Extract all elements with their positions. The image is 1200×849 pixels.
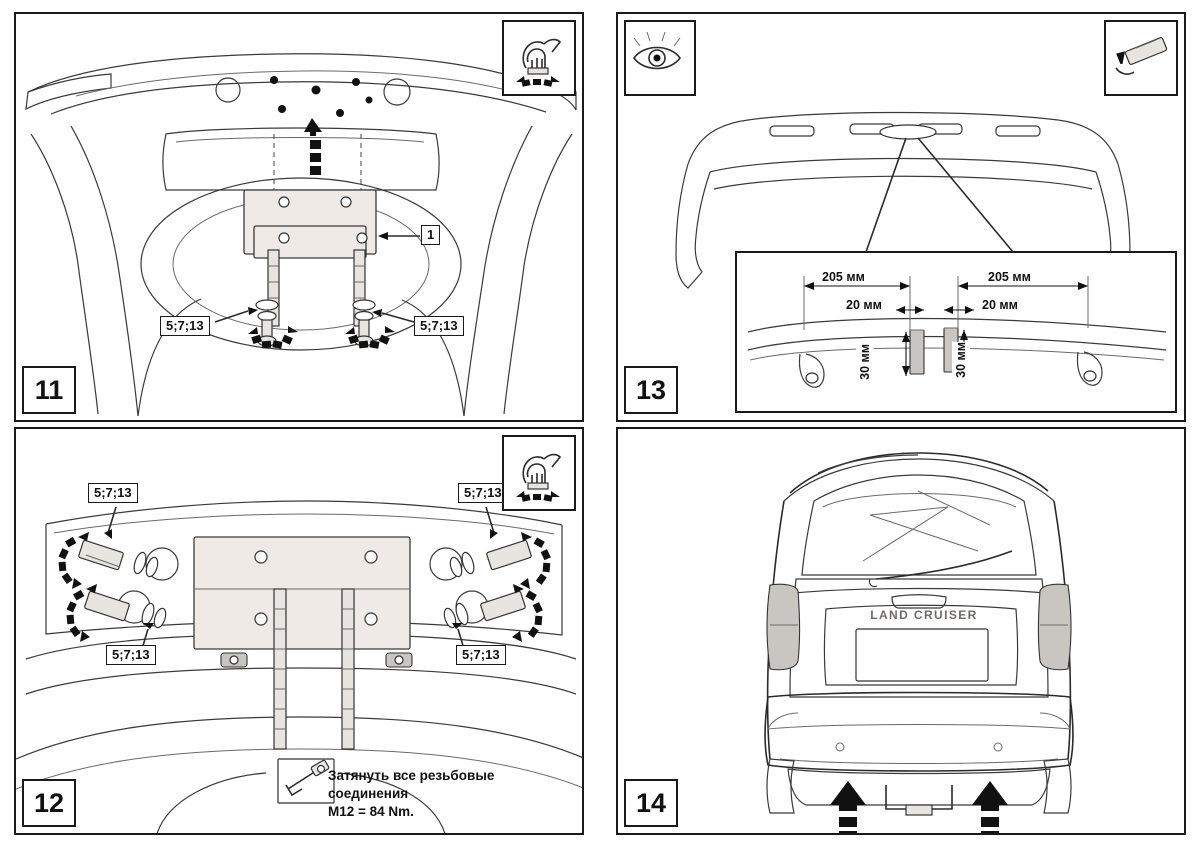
hand-bolt-rotate-icon [504, 22, 570, 90]
tool-icon-box-13-eye [624, 20, 696, 96]
panel-step-14 [616, 427, 1186, 835]
direction-arrow-left [830, 781, 866, 835]
tool-icon-box-13-marker [1104, 20, 1178, 96]
wrench-size-bottom-right: 5;7;13 [456, 645, 506, 665]
tool-icon-box-12 [502, 435, 576, 511]
panel-14-drawing [618, 429, 1186, 835]
panel-step-13 [616, 12, 1186, 422]
dim-20-left: 20 мм [846, 298, 882, 312]
wrench-size-left: 5;7;13 [160, 316, 210, 336]
direction-arrow-up [304, 118, 322, 175]
eye-icon [626, 22, 690, 90]
torque-note [328, 767, 578, 822]
callout-part-1: 1 [421, 225, 440, 245]
dim-205-left: 205 мм [822, 270, 865, 284]
panel-step-11 [14, 12, 584, 422]
panel-step-12 [14, 427, 584, 835]
step-number-11: 11 [22, 366, 76, 414]
bolt-lower-left [84, 591, 168, 629]
direction-arrow-right [972, 781, 1008, 835]
vehicle-badge: LAND CRUISER [870, 608, 978, 622]
panel-11-drawing [16, 14, 584, 422]
wrench-size-top-left: 5;7;13 [88, 483, 138, 503]
dim-30-left: 30 мм [858, 344, 872, 380]
step-number-12: 12 [22, 779, 76, 827]
step-number-13: 13 [624, 366, 678, 414]
dim-205-right: 205 мм [988, 270, 1031, 284]
wrench-size-bottom-left: 5;7;13 [106, 645, 156, 665]
torque-note-line1: Затянуть все резьбовые соединения [328, 768, 495, 802]
wrench-size-right: 5;7;13 [414, 316, 464, 336]
bolt-upper-left [73, 540, 160, 835]
hand-bolt-rotate-icon [504, 437, 570, 505]
step-number-14: 14 [624, 779, 678, 827]
torque-note-line2: M12 = 84 Nm. [328, 804, 414, 820]
panel-13-drawing [618, 14, 1186, 422]
dim-20-right: 20 мм [982, 298, 1018, 312]
marker-pen-icon [1106, 22, 1172, 90]
tool-icon-box-11 [502, 20, 576, 96]
dim-30-right: 30 мм [954, 342, 968, 378]
wrench-size-top-right: 5;7;13 [458, 483, 508, 503]
